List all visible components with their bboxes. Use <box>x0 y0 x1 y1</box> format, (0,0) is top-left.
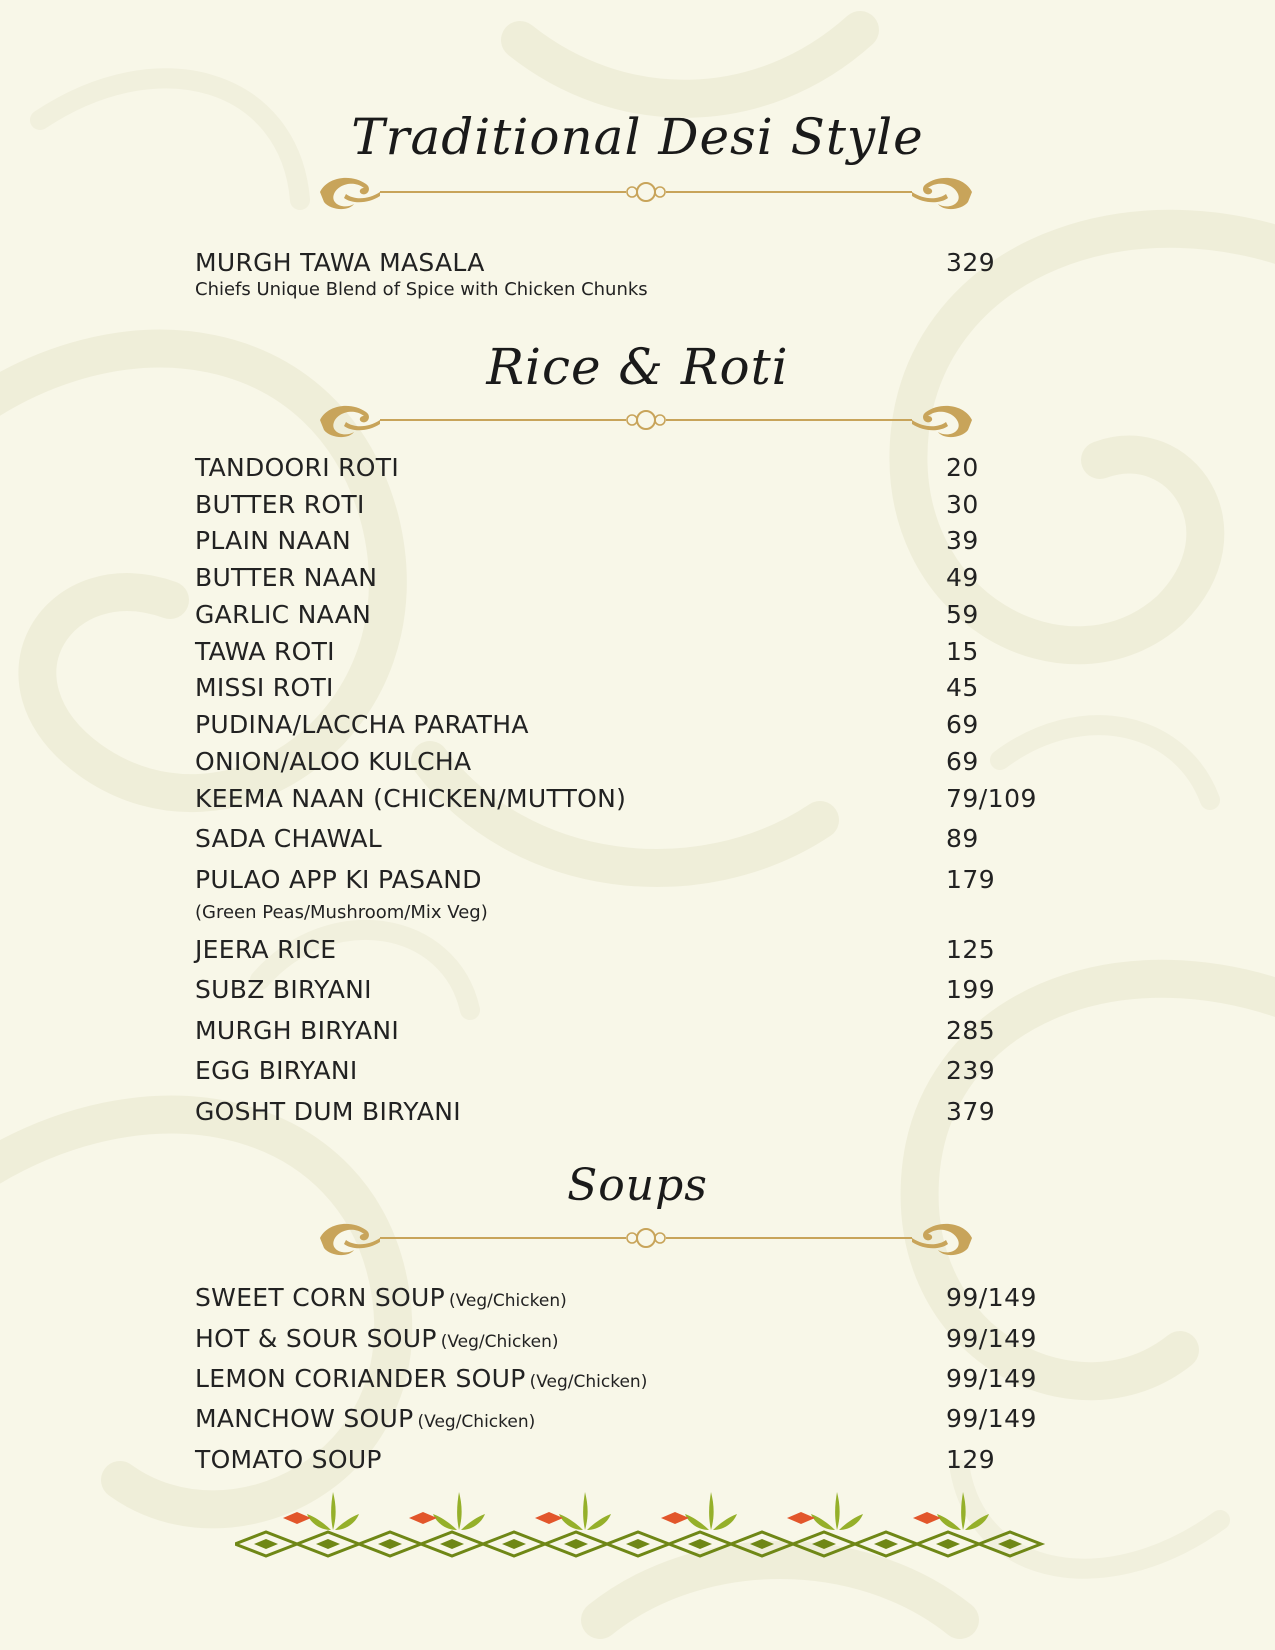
item-price: 69 <box>946 710 979 739</box>
item-price: 329 <box>946 248 996 277</box>
menu-item <box>195 600 1075 636</box>
item-name: MISSI ROTI <box>195 673 334 702</box>
menu-item <box>195 824 1075 860</box>
item-price: 79/109 <box>946 784 1037 813</box>
ornament-divider <box>318 398 974 442</box>
decorative-border-pattern <box>235 1488 1059 1560</box>
item-price: 99/149 <box>946 1283 1037 1312</box>
item-name-text: LEMON CORIANDER SOUP <box>195 1364 526 1393</box>
menu-item <box>195 935 1075 971</box>
item-price: 49 <box>946 563 979 592</box>
item-price: 99/149 <box>946 1324 1037 1353</box>
item-price: 125 <box>946 935 996 964</box>
menu-item <box>195 784 1075 820</box>
menu-item <box>195 975 1075 1011</box>
item-name: TOMATO SOUP <box>195 1445 382 1474</box>
item-description: (Green Peas/Mushroom/Mix Veg) <box>195 902 488 923</box>
item-name: TAWA ROTI <box>195 637 335 666</box>
item-price: 89 <box>946 824 979 853</box>
item-name <box>195 1283 567 1312</box>
item-name: SADA CHAWAL <box>195 824 382 853</box>
menu-item <box>195 1016 1075 1052</box>
item-price: 69 <box>946 747 979 776</box>
item-name: KEEMA NAAN (CHICKEN/MUTTON) <box>195 784 627 813</box>
item-name: PUDINA/LACCHA PARATHA <box>195 710 529 739</box>
item-name: MURGH BIRYANI <box>195 1016 400 1045</box>
item-price: 99/149 <box>946 1404 1037 1433</box>
item-name: TANDOORI ROTI <box>195 453 400 482</box>
item-name-text: SWEET CORN SOUP <box>195 1283 445 1312</box>
ornament-divider <box>318 170 974 214</box>
item-name: SUBZ BIRYANI <box>195 975 372 1004</box>
item-price: 285 <box>946 1016 996 1045</box>
item-name: BUTTER ROTI <box>195 490 365 519</box>
menu-item <box>195 490 1075 526</box>
orange-diamond-row <box>283 1512 941 1524</box>
item-description: Chiefs Unique Blend of Spice with Chicken Chunks <box>195 279 648 300</box>
item-name: MURGH TAWA MASALA <box>195 248 485 277</box>
item-price: 45 <box>946 673 979 702</box>
item-price: 20 <box>946 453 979 482</box>
item-price: 99/149 <box>946 1364 1037 1393</box>
menu-item <box>195 526 1075 562</box>
menu-item <box>195 453 1075 489</box>
item-name <box>195 1404 535 1433</box>
item-variant: (Veg/Chicken) <box>448 1291 567 1311</box>
section-title-rice-roti: Rice & Roti <box>486 338 789 396</box>
section-title-soups: Soups <box>567 1160 708 1211</box>
item-name: EGG BIRYANI <box>195 1056 358 1085</box>
item-price: 239 <box>946 1056 996 1085</box>
item-price: 15 <box>946 637 979 666</box>
item-price: 59 <box>946 600 979 629</box>
leaf-row <box>307 1492 989 1530</box>
menu-item <box>195 673 1075 709</box>
item-name <box>195 1364 647 1393</box>
ornament-divider <box>318 1216 974 1260</box>
menu-item <box>195 1056 1075 1092</box>
section-title-traditional: Traditional Desi Style <box>351 108 924 166</box>
item-name: ONION/ALOO KULCHA <box>195 747 472 776</box>
menu-item <box>195 747 1075 783</box>
menu-item <box>195 865 1075 901</box>
item-name-text: HOT & SOUR SOUP <box>195 1324 437 1353</box>
item-price: 179 <box>946 865 996 894</box>
menu-item <box>195 637 1075 673</box>
menu-item <box>195 1283 1075 1319</box>
item-name: PLAIN NAAN <box>195 526 352 555</box>
menu-item <box>195 1404 1075 1440</box>
item-price: 39 <box>946 526 979 555</box>
menu-item <box>195 1324 1075 1360</box>
item-variant: (Veg/Chicken) <box>417 1412 536 1432</box>
menu-item <box>195 1097 1075 1133</box>
menu-item <box>195 563 1075 599</box>
item-name: GOSHT DUM BIRYANI <box>195 1097 461 1126</box>
menu-item <box>195 710 1075 746</box>
item-price: 199 <box>946 975 996 1004</box>
item-variant: (Veg/Chicken) <box>529 1372 648 1392</box>
item-variant: (Veg/Chicken) <box>440 1332 559 1352</box>
menu-item <box>195 1364 1075 1400</box>
menu-item <box>195 1445 1075 1481</box>
item-name: BUTTER NAAN <box>195 563 378 592</box>
item-price: 30 <box>946 490 979 519</box>
item-name: PULAO APP KI PASAND <box>195 865 482 894</box>
item-name: GARLIC NAAN <box>195 600 372 629</box>
item-price: 129 <box>946 1445 996 1474</box>
item-name <box>195 1324 558 1353</box>
item-name-text: MANCHOW SOUP <box>195 1404 414 1433</box>
item-name: JEERA RICE <box>195 935 337 964</box>
item-price: 379 <box>946 1097 996 1126</box>
